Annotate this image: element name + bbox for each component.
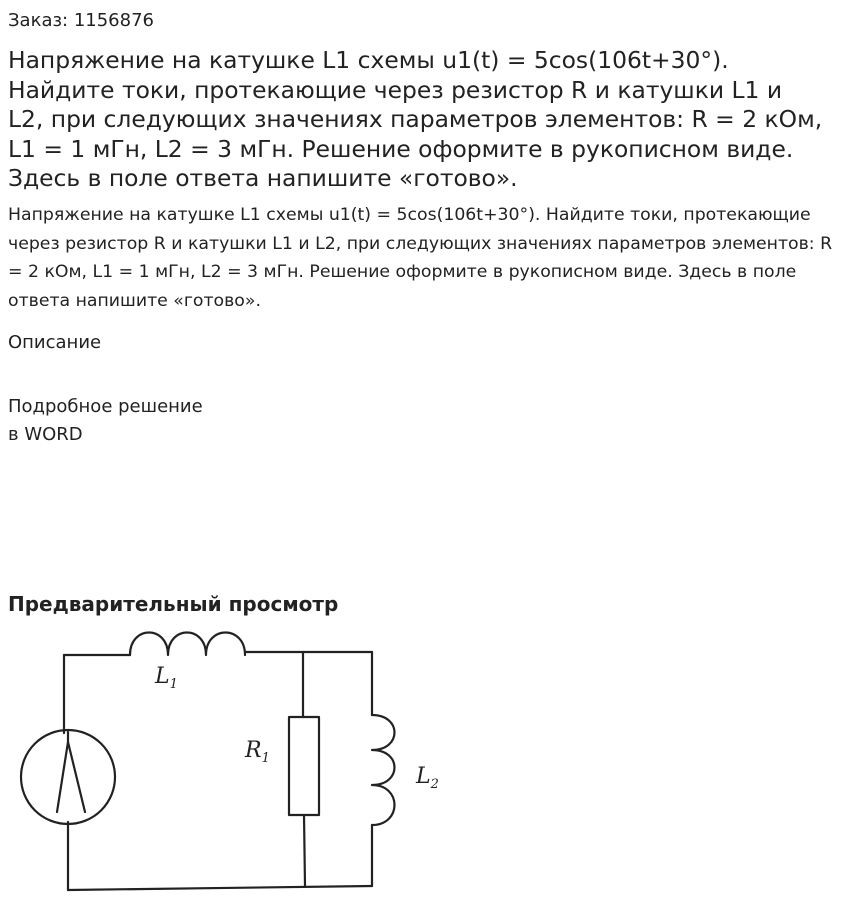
task-title: Напряжение на катушке L1 схемы u1(t) = 5cos(106t+30°). Найдите токи, протекающие через резистор R и катушки L1 и L2, при следующих значениях параметров элементов: R = 2 кОм, L1 = 1 мГн, L2 = 3 мГн. Решение оформите в рукописном виде. Здесь в поле ответа напишите «готово». <box>8 46 823 192</box>
order-number: Заказ: 1156876 <box>8 10 154 31</box>
label-l2: $L_2$ <box>416 764 439 792</box>
wire-resistor-bottom <box>304 815 305 886</box>
label-l1: $L_1$ <box>155 664 178 692</box>
inductor-l2 <box>372 715 395 825</box>
inductor-l1 <box>130 633 245 656</box>
label-r1: $R_1$ <box>245 738 270 766</box>
voltage-source-symbol <box>57 742 85 812</box>
description-line-2: в WORD <box>8 424 83 445</box>
resistor-r1 <box>289 717 319 815</box>
description-text <box>8 393 203 449</box>
description-heading: Описание <box>8 332 102 353</box>
circuit-diagram <box>0 620 470 910</box>
wire-bottom <box>68 886 372 890</box>
preview-heading: Предварительный просмотр <box>8 592 339 616</box>
task-body: Напряжение на катушке L1 схемы u1(t) = 5cos(106t+30°). Найдите токи, протекающие через резистор R и катушки L1 и L2, при следующих значениях параметров элементов: R = 2 кОм, L1 = 1 мГн, L2 = 3 мГн. Решение оформите в рукописном виде. Здесь в поле ответа напишите «готово». <box>8 205 833 311</box>
description-line-1: Подробное решение <box>8 396 203 417</box>
